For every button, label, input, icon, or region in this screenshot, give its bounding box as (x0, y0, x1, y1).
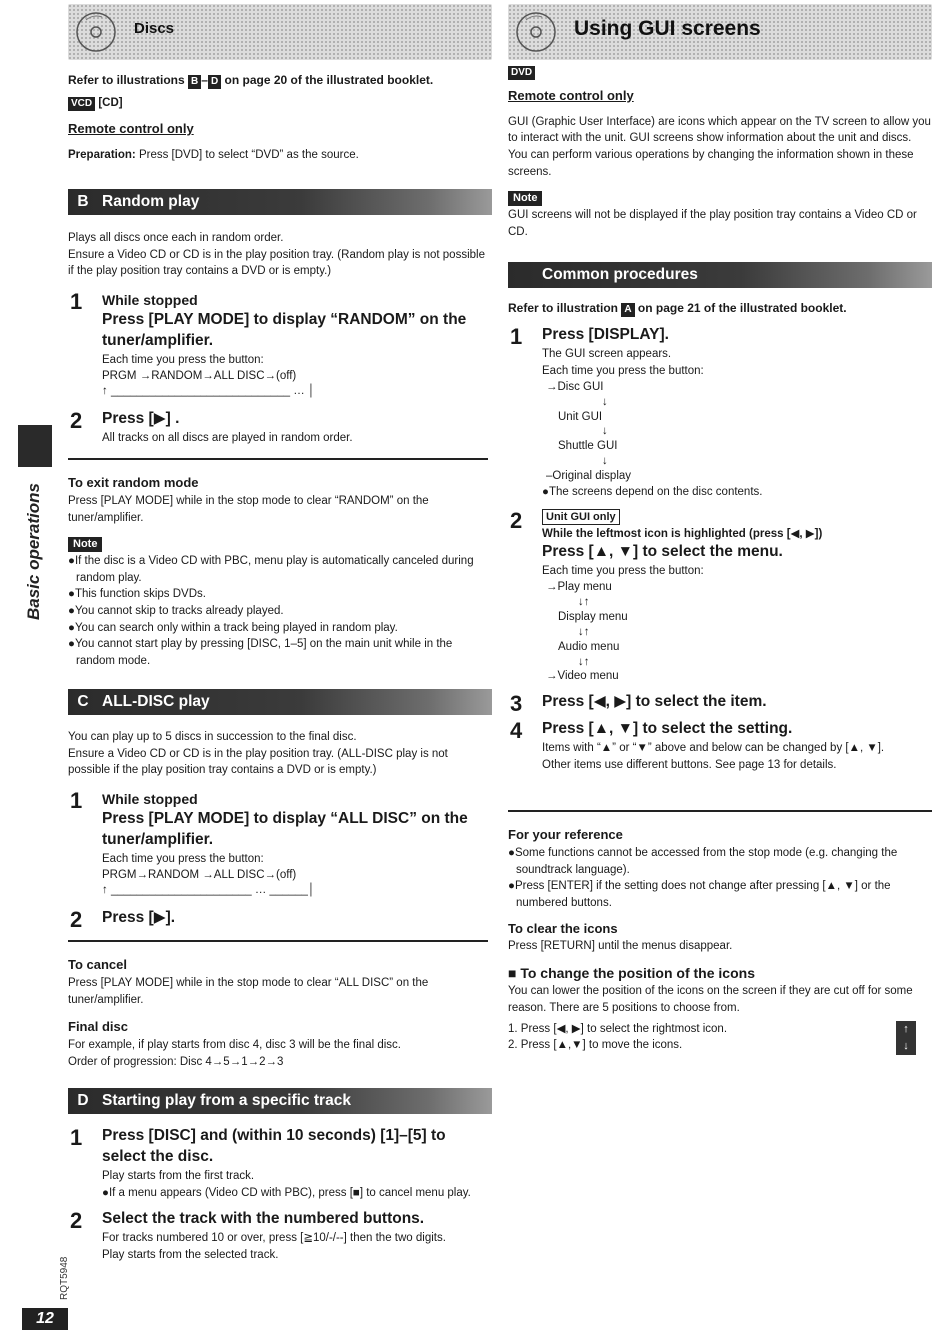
preparation-text: Preparation: Press [DVD] to select “DVD” as the source. (68, 148, 359, 161)
clear-icons-heading: To clear the icons (508, 920, 618, 936)
final-disc-heading: Final disc (68, 1019, 128, 1035)
dvd-tag: DVD (508, 66, 535, 80)
side-section-label: Basic operations (24, 483, 43, 620)
gui-step-1: 1 Press [DISPLAY]. The GUI screen appears. Each time you press the button: →Disc GUI ↓ Unit GUI ↓ Shuttle GUI ↓ –Original display ●The screens depend on the disc contents. (508, 325, 932, 501)
page-title: Using GUI screens (574, 17, 761, 40)
divider (508, 810, 932, 812)
clear-icons-text: Press [RETURN] until the menus disappear. (508, 940, 733, 953)
random-intro-note: Ensure a Video CD or CD is in the play position tray. (Random play is not possible if the play position tray contains a DVD or is empty.) (68, 248, 485, 278)
divider (68, 458, 488, 460)
random-step-1: 1 While stopped Press [PLAY MODE] to display “RANDOM” on the tuner/amplifier. Each time you press the button: PRGM →RANDOM→ALL DISC→(off) ↑ ____________________________ … │ (70, 289, 467, 397)
position-text: You can lower the position of the icons on the screen if they are cut off for some reason. There are 5 positions to choose from. (508, 985, 913, 1015)
specific-step-2: 2 Select the track with the numbered buttons. For tracks numbered 10 or over, press [≧10/-/--] then the two digits. Play starts from the selected track. (70, 1208, 446, 1261)
reference-notes: ●Some functions cannot be accessed from the stop mode (e.g. changing the soundtrack language). ●Press [ENTER] if the setting does not change after pressing [▲, ▼] or the numbered buttons. (508, 846, 898, 909)
position-icon: ↑ ↓ (896, 1021, 916, 1055)
all-disc-intro: You can play up to 5 discs in succession to the final disc. (68, 731, 357, 743)
final-disc-text: For example, if play starts from disc 4, disc 3 will be the final disc. (68, 1039, 401, 1052)
gui-intro: GUI (Graphic User Interface) are icons which appear on the TV screen to allow you to interact with the unit. GUI screens show information about the unit and discs. You can perform various operations by changing the information shown in these screens. (508, 115, 931, 178)
specific-track-bar: D Starting play from a specific track (68, 1088, 492, 1114)
cancel-text: Press [PLAY MODE] while in the stop mode to clear “ALL DISC” on the tuner/amplifier. (68, 976, 429, 1006)
common-procedures-bar: Common procedures (508, 262, 932, 288)
gui-step-4: 4 Press [▲, ▼] to select the setting. Items with “▲” or “▼” above and below can be changed by [▲, ▼]. Other items use different buttons. See page 13 for details. (510, 718, 885, 771)
reference-heading: For your reference (508, 827, 623, 842)
exit-random-text: Press [PLAY MODE] while in the stop mode to clear “RANDOM” on the tuner/amplifier. (68, 494, 429, 524)
all-disc-intro-note: Ensure a Video CD or CD is in the play position tray. (ALL-DISC play is not possible if the play position tray contains a DVD or is empty.) (68, 747, 448, 777)
gui-step-2: 2 Unit GUI only While the leftmost icon is highlighted (press [◀, ▶]) Press [▲, ▼] to select the menu. Each time you press the button: →Play menu ↓↑ Display menu ↓↑ Audio menu ↓↑ →Video menu (508, 509, 932, 685)
random-play-bar: B Random play (68, 189, 492, 215)
random-intro: Plays all discs once each in random order. (68, 232, 284, 244)
note-label: Note (68, 537, 102, 552)
right-column (508, 0, 932, 1052)
all-disc-step-1: 1 While stopped Press [PLAY MODE] to display “ALL DISC” on the tuner/amplifier. Each time you press the button: PRGM→RANDOM →ALL DISC→(off) ↑ ______________________ … ______│ (70, 788, 468, 896)
position-steps: 1. Press [◀, ▶] to select the rightmost icon. 2. Press [▲,▼] to move the icons. ↑ ↓ (508, 1021, 932, 1054)
remote-only-label: Remote control only (508, 87, 634, 103)
exit-random-heading: To exit random mode (68, 475, 199, 490)
remote-only-label: Remote control only (68, 121, 194, 137)
gui-header (508, 4, 932, 60)
disc-icon (512, 8, 560, 56)
random-notes: ●If the disc is a Video CD with PBC, menu play is automatically canceled during random play. ●This function skips DVDs. ●You cannot skip to tracks already played. ●You can search only within a track being played in random play. ●You cannot start play by pressing [DISC, 1–5] on the main unit while in the random mode. (68, 554, 474, 667)
disc-type-tags: VCD [CD] (68, 95, 492, 112)
note-label: Note (508, 191, 542, 206)
position-heading: ■ To change the position of the icons (508, 965, 755, 982)
unit-gui-only-tag: Unit GUI only (542, 509, 620, 525)
gui-cycle-flow: →Disc GUI ↓ Unit GUI ↓ Shuttle GUI ↓ –Original display (546, 380, 632, 483)
document-code: RQT5948 (59, 1256, 70, 1300)
section-tab-marker (18, 425, 52, 467)
gui-step-3: 3 Press [◀, ▶] to select the item. (510, 691, 767, 717)
all-disc-bar: C ALL-DISC play (68, 689, 492, 715)
cancel-heading: To cancel (68, 957, 128, 972)
illustration-reference: Refer to illustration A on page 21 of the illustrated booklet. (508, 301, 847, 315)
page-number: 12 (22, 1308, 68, 1330)
disc-icon (72, 8, 120, 56)
random-step-2: 2 Press [▶] . All tracks on all discs are played in random order. (70, 407, 353, 444)
specific-step-1: 1 Press [DISC] and (within 10 seconds) [1]–[5] to select the disc. Play starts from the first track. ●If a menu appears (Video CD with PBC), press [■] to cancel menu play. (70, 1125, 471, 1199)
illustration-reference: Refer to illustrations B – D on page 20 of the illustrated booklet. (68, 73, 434, 87)
gui-note: GUI screens will not be displayed if the play position tray contains a Video CD or CD. (508, 208, 917, 238)
all-disc-step-2: 2 Press [▶]. (70, 906, 176, 932)
menu-cycle-flow: →Play menu ↓↑ Display menu ↓↑ Audio menu ↓↑ →Video menu (546, 580, 628, 683)
page-title: Discs (134, 20, 175, 37)
left-column (68, 0, 492, 1261)
divider (68, 940, 488, 942)
final-disc-order: Order of progression: Disc 4→5→1→2→3 (68, 1055, 284, 1068)
discs-header (68, 4, 492, 60)
